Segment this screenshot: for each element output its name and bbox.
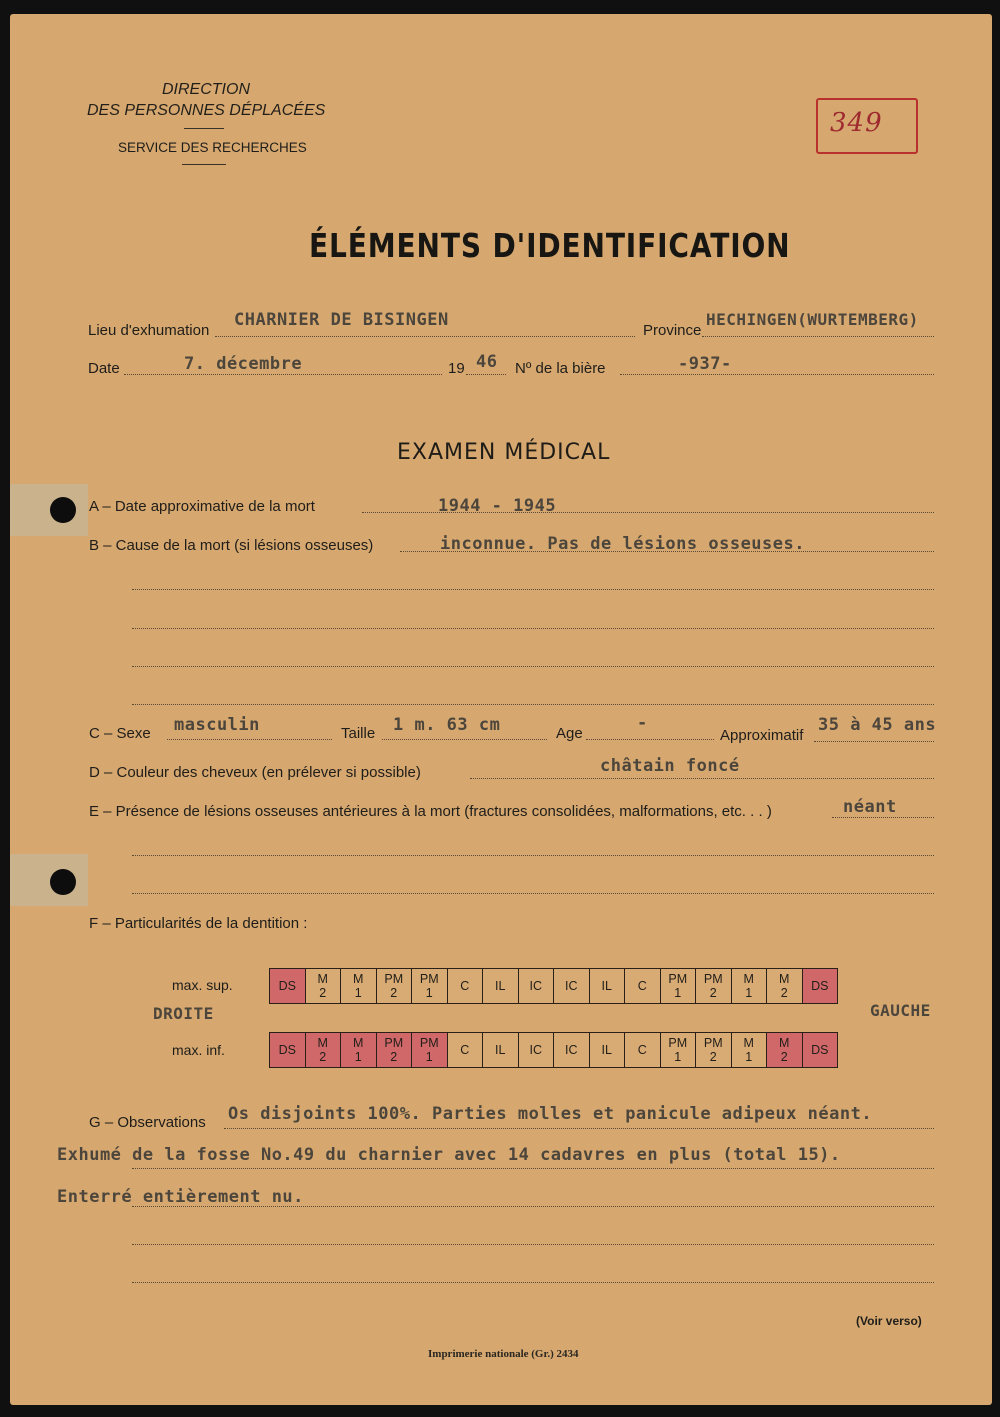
tooth-cell (412, 969, 448, 1004)
exam-section-title: EXAMEN MÉDICAL (397, 440, 611, 465)
tooth-cell (305, 969, 341, 1004)
tooth-code: PM (703, 972, 723, 986)
approx-line (814, 741, 934, 742)
tooth-code: M (353, 972, 364, 986)
tooth-code: PM (703, 1036, 723, 1050)
item-d-line (470, 778, 934, 779)
tooth-cell (270, 969, 306, 1004)
tooth-cell (802, 1033, 838, 1068)
taille-line (382, 739, 547, 740)
lieu-line (215, 336, 635, 337)
tooth-code: C (460, 1043, 470, 1057)
tooth-cell (802, 969, 838, 1004)
item-g-label: G – Observations (89, 1114, 206, 1131)
tooth-number: 1 (354, 1050, 362, 1064)
tooth-code: IC (565, 1043, 578, 1057)
tooth-cell (341, 1033, 377, 1068)
tooth-code: PM (668, 972, 688, 986)
biere-line (620, 374, 934, 375)
tooth-code: DS (811, 1043, 829, 1057)
year-line (466, 374, 506, 375)
tooth-cell (483, 969, 519, 1004)
sexe-value: masculin (174, 715, 260, 735)
tooth-cell (625, 969, 661, 1004)
tooth-number: 1 (745, 1050, 753, 1064)
tooth-code: IL (601, 979, 612, 993)
item-f-label: F – Particularités de la dentition : (89, 915, 308, 932)
item-b-value: inconnue. Pas de lésions osseuses. (440, 534, 805, 554)
tooth-code: M (317, 1036, 328, 1050)
tooth-code: C (637, 1043, 647, 1057)
date-label: Date (88, 360, 120, 377)
tooth-code: IC (529, 979, 542, 993)
tooth-cell (731, 969, 767, 1004)
tooth-number: 1 (674, 986, 682, 1000)
item-a-value: 1944 - 1945 (438, 496, 557, 516)
date-line (124, 374, 442, 375)
tooth-code: M (779, 1036, 790, 1050)
tooth-cell (660, 1033, 696, 1068)
item-d-value: châtain foncé (600, 756, 740, 776)
tooth-cell (483, 1033, 519, 1068)
tooth-code: IC (565, 979, 578, 993)
page-title: ÉLÉMENTS D'IDENTIFICATION (309, 226, 791, 265)
tooth-code: M (353, 1036, 364, 1050)
age-line (586, 739, 714, 740)
obs-text-2: Exhumé de la fosse No.49 du charnier avec 14 cadavres en plus (total 15). (57, 1145, 841, 1165)
tooth-cell (554, 1033, 590, 1068)
blank-line (132, 893, 934, 894)
approx-value: 35 à 45 ans (818, 715, 937, 735)
tooth-cell (447, 969, 483, 1004)
tooth-number: 1 (674, 1050, 682, 1064)
taille-label: Taille (341, 725, 376, 742)
tooth-cell (696, 969, 732, 1004)
upper-teeth-chart (269, 968, 838, 1004)
tooth-cell (376, 969, 412, 1004)
tooth-cell (305, 1033, 341, 1068)
sexe-line (167, 739, 332, 740)
tooth-number: 1 (425, 986, 433, 1000)
org-line-1: DIRECTION (162, 81, 250, 98)
province-value: HECHINGEN(WURTEMBERG) (706, 310, 919, 329)
tooth-cell (767, 969, 803, 1004)
item-e-line (832, 817, 934, 818)
tooth-code: IL (601, 1043, 612, 1057)
tooth-code: IC (529, 1043, 542, 1057)
year-value: 46 (476, 352, 498, 372)
tooth-number: 2 (319, 1050, 327, 1064)
tape-patch-upper (10, 484, 88, 536)
voir-verso: (Voir verso) (856, 1314, 922, 1328)
tooth-number: 2 (780, 986, 788, 1000)
tooth-cell (625, 1033, 661, 1068)
date-value: 7. décembre (184, 354, 303, 374)
service-label: SERVICE DES RECHERCHES (118, 140, 307, 155)
tooth-cell (518, 969, 554, 1004)
item-e-label: E – Présence de lésions osseuses antérieures à la mort (fractures consolidées, malformations, etc. . . ) (89, 803, 772, 820)
tooth-cell (554, 969, 590, 1004)
tooth-code: IL (495, 1043, 506, 1057)
province-line (702, 336, 934, 337)
tooth-cell (447, 1033, 483, 1068)
obs-text-3: Enterré entièrement nu. (57, 1187, 304, 1207)
obs-line-2 (132, 1168, 934, 1169)
tooth-code: DS (278, 979, 296, 993)
tooth-number: 1 (745, 986, 753, 1000)
lieu-value: CHARNIER DE BISINGEN (234, 310, 449, 330)
tooth-number: 2 (390, 1050, 398, 1064)
org-line-2: DES PERSONNES DÉPLACÉES (87, 102, 326, 119)
obs-text-1: Os disjoints 100%. Parties molles et panicule adipeux néant. (228, 1104, 873, 1124)
tooth-code: DS (811, 979, 829, 993)
tooth-cell (270, 1033, 306, 1068)
tooth-number: 2 (780, 1050, 788, 1064)
tooth-code: M (743, 1036, 754, 1050)
blank-line (132, 1244, 934, 1245)
tooth-number: 1 (354, 986, 362, 1000)
item-d-label: D – Couleur des cheveux (en prélever si possible) (89, 764, 421, 781)
tooth-code: M (743, 972, 754, 986)
tooth-code: DS (278, 1043, 296, 1057)
blank-line (132, 666, 934, 667)
biere-value: -937- (678, 354, 732, 374)
tape-patch-lower (10, 854, 88, 906)
tooth-code: PM (419, 972, 439, 986)
tooth-number: 2 (319, 986, 327, 1000)
blank-line (132, 855, 934, 856)
tooth-cell (412, 1033, 448, 1068)
red-number-stamp (816, 98, 918, 154)
item-a-label: A – Date approximative de la mort (89, 498, 315, 515)
tooth-number: 2 (709, 986, 717, 1000)
year-prefix: 19 (448, 360, 465, 377)
taille-value: 1 m. 63 cm (393, 715, 501, 735)
punch-hole-lower (50, 869, 76, 895)
lower-teeth-chart (269, 1032, 838, 1068)
lieu-label: Lieu d'exhumation (88, 322, 210, 339)
obs-line-1 (224, 1128, 934, 1129)
tooth-code: IL (495, 979, 506, 993)
droite-label: DROITE (153, 1004, 214, 1023)
tooth-code: C (460, 979, 470, 993)
item-e-value: néant (843, 797, 897, 817)
tooth-cell (767, 1033, 803, 1068)
item-b-label: B – Cause de la mort (si lésions osseuses) (89, 537, 374, 554)
age-value: - (637, 713, 648, 733)
tooth-cell (518, 1033, 554, 1068)
tooth-number: 1 (425, 1050, 433, 1064)
tooth-cell (341, 969, 377, 1004)
tooth-cell (589, 969, 625, 1004)
document-page (10, 14, 992, 1405)
tooth-cell (589, 1033, 625, 1068)
biere-label: Nº de la bière (515, 360, 606, 377)
tooth-code: C (637, 979, 647, 993)
age-label: Age (556, 725, 583, 742)
tooth-cell (660, 969, 696, 1004)
tooth-code: M (779, 972, 790, 986)
tooth-code: PM (384, 1036, 404, 1050)
item-c-label: C – Sexe (89, 725, 151, 742)
gauche-label: GAUCHE (870, 1001, 931, 1020)
printer-imprint: Imprimerie nationale (Gr.) 2434 (428, 1348, 579, 1360)
max-sup-label: max. sup. (172, 977, 233, 993)
stamp-number: 349 (830, 108, 883, 138)
tooth-code: PM (419, 1036, 439, 1050)
tooth-number: 2 (709, 1050, 717, 1064)
tooth-cell (731, 1033, 767, 1068)
tooth-number: 2 (390, 986, 398, 1000)
punch-hole-upper (50, 497, 76, 523)
max-inf-label: max. inf. (172, 1042, 225, 1058)
tooth-code: PM (668, 1036, 688, 1050)
tooth-code: M (317, 972, 328, 986)
blank-line (132, 628, 934, 629)
province-label: Province (643, 322, 702, 339)
blank-line (132, 589, 934, 590)
blank-line (132, 1282, 934, 1283)
tooth-cell (376, 1033, 412, 1068)
tooth-cell (696, 1033, 732, 1068)
tooth-code: PM (384, 972, 404, 986)
blank-line (132, 704, 934, 705)
header-rule-2 (182, 164, 226, 165)
approx-label: Approximatif (720, 727, 804, 744)
header-rule-1 (184, 128, 224, 129)
